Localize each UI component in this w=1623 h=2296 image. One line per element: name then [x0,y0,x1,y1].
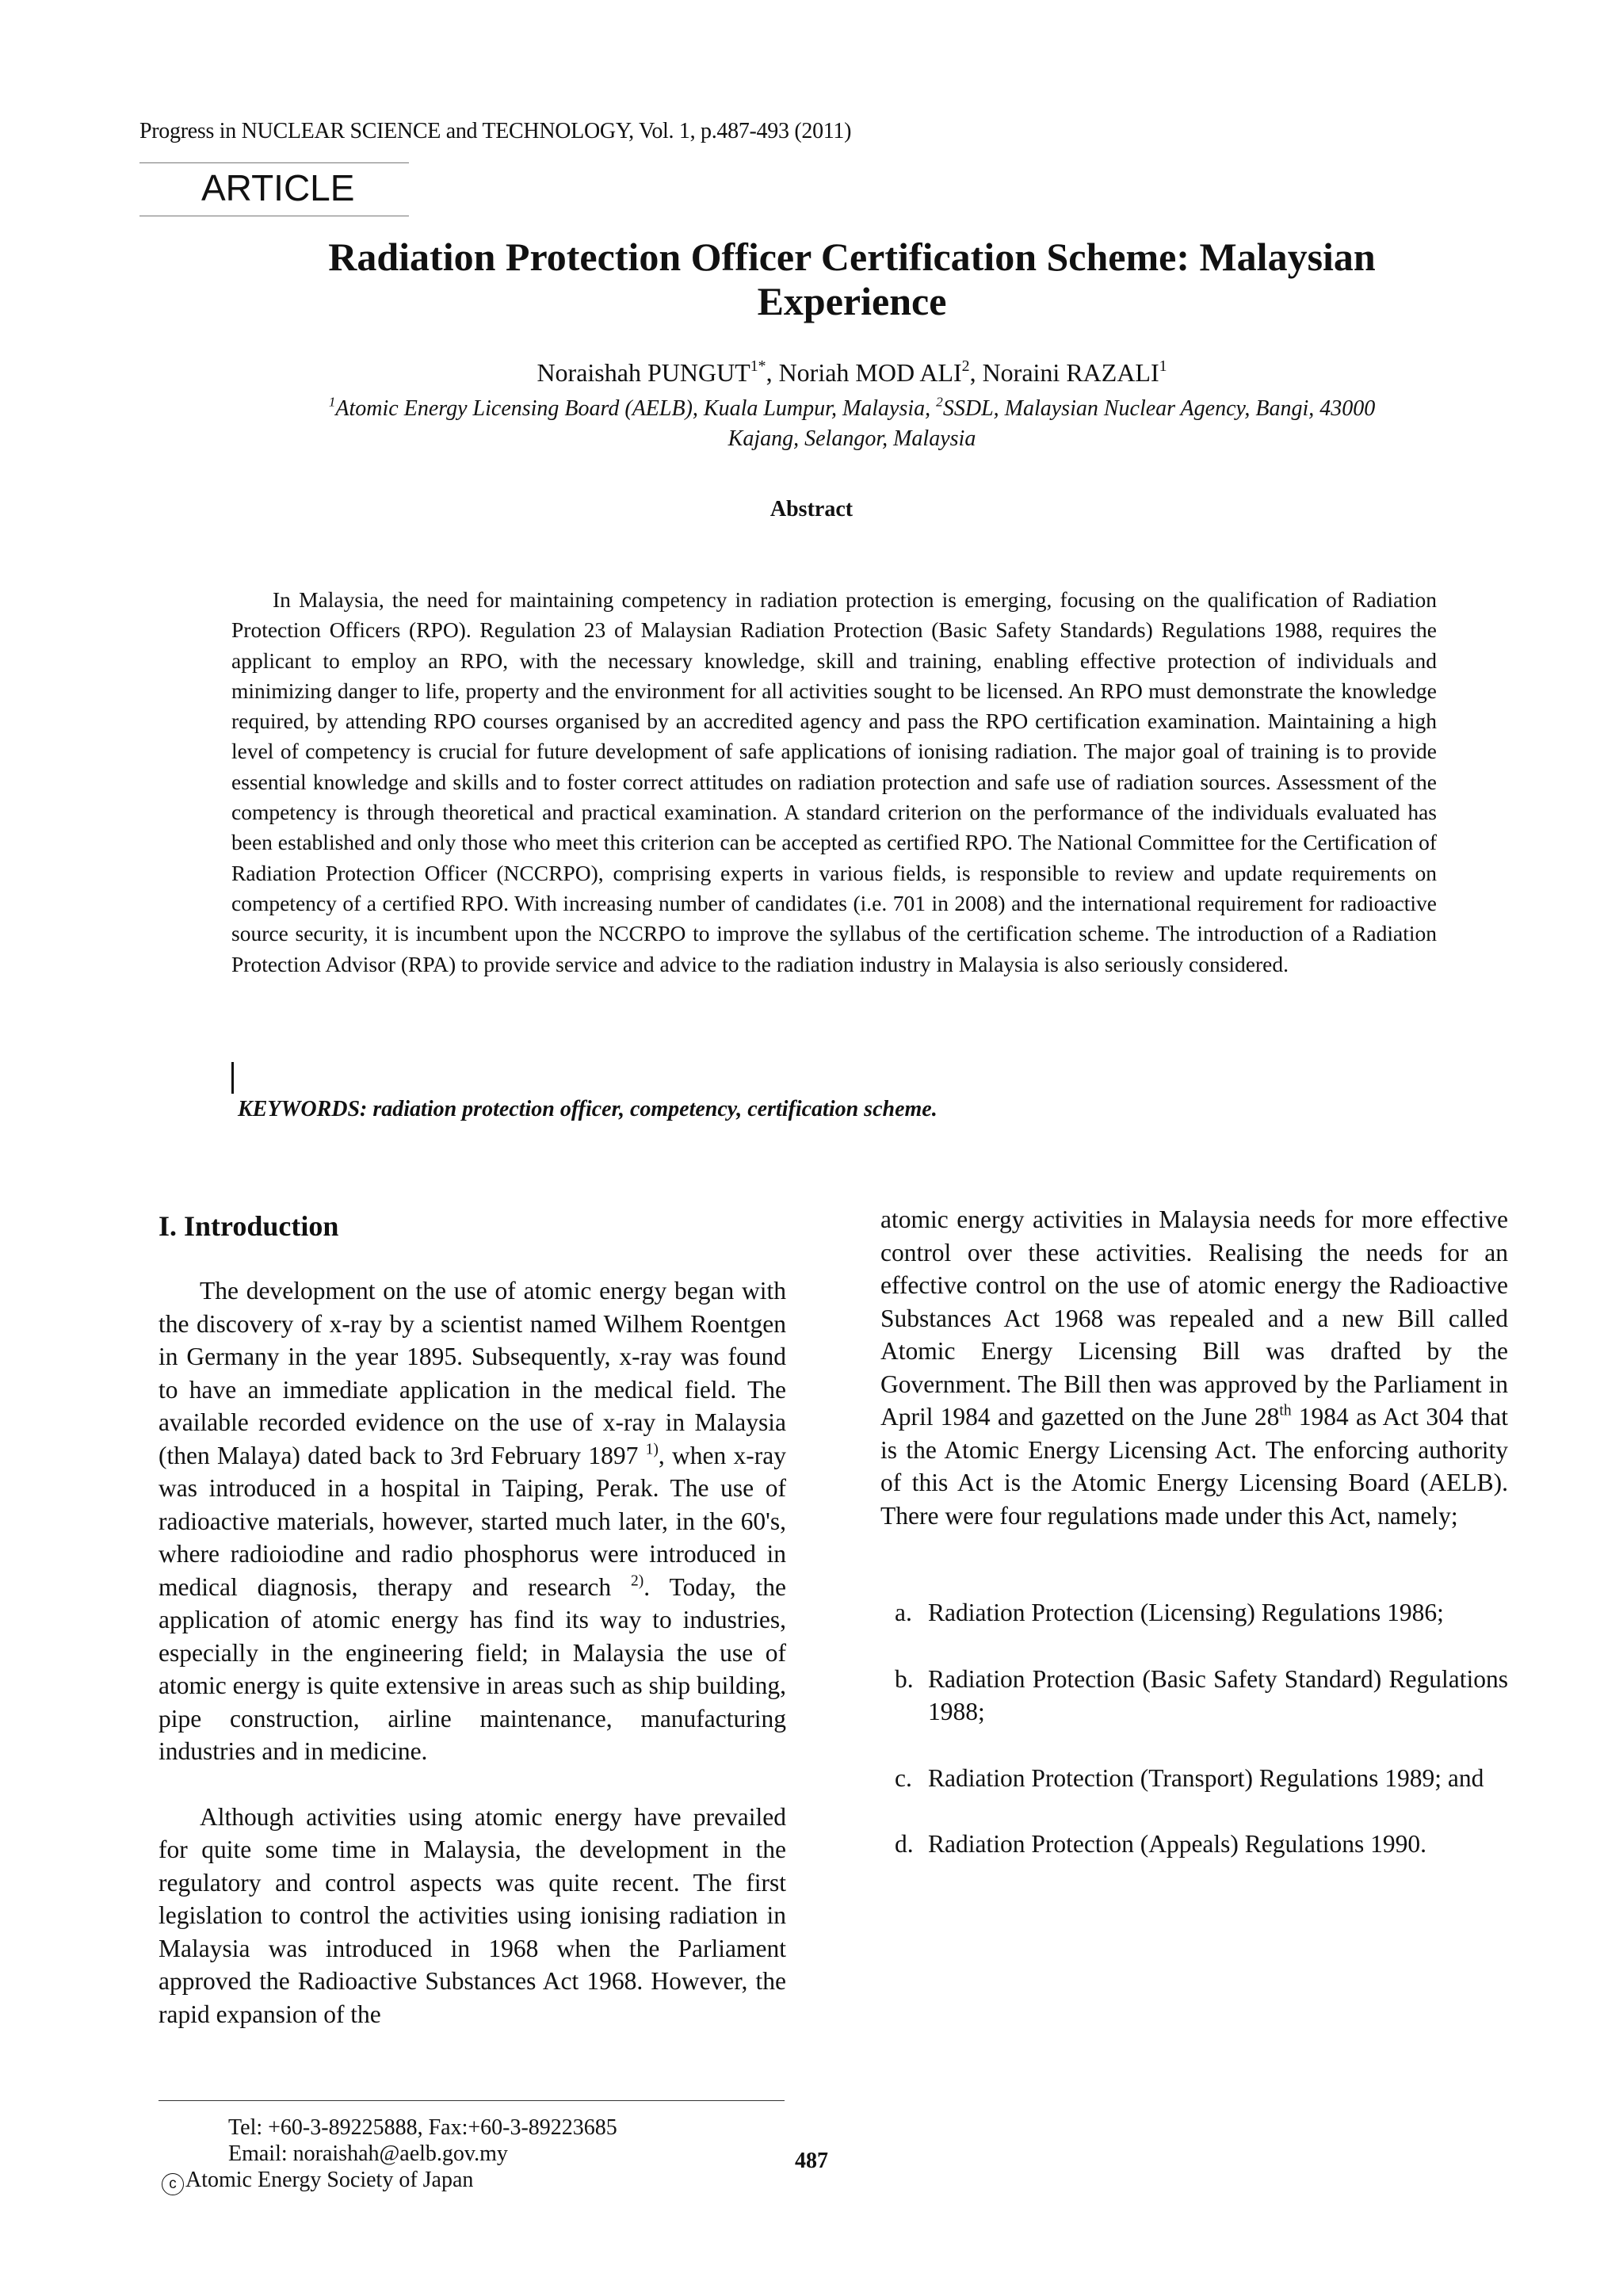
text-cursor [231,1062,234,1094]
affiliation-1-mark: 1 [328,394,336,410]
ordinal-suffix: th [1279,1402,1292,1419]
author-list [158,358,1545,388]
page-number: 487 [795,2149,828,2173]
intro-paragraph-1-text-c: . Today, the application of atomic energy has find its way to industries, especially in the engineering field; in Malaysia the use of atomic energy is quite extensive in areas such as ship building, pipe construction, airline maintenance, manufacturing industries and in medicine. [158,1572,786,1765]
author-separator: , [969,358,983,387]
author-2: Noriah MOD ALI [778,358,962,387]
copyright-text: Atomic Energy Society of Japan [185,2168,474,2192]
reference-2: 2) [631,1572,644,1589]
intro-paragraph-1-text-a: The development on the use of atomic energy began with the discovery of x-ray by a scientist named Wilhem Roentgen in Germany in the year 1895. Subsequently, x-ray was found to have an immediate application in the medical field. The available recorded evidence on the use of x-ray in Malaysia (then Malaya) dated back to 3rd February 1897 [158,1277,786,1469]
list-item-marker: a. [895,1599,912,1626]
abstract-body: In Malaysia, the need for maintaining competency in radiation protection is emerging, focusing on the qualification of Radiation Protection Officers (RPO). Regulation 23 of Malaysian Radiation Protection (Basic Safety Standards) Regulations 1988, requires the applicant to employ an RPO, with the necessary knowledge, skill and training, enabling effective protection of individuals and minimizing danger to life, property and the environment for all activities sought to be licensed. An RPO must demonstrate the knowledge required, by attending RPO courses organised by an accredited agency and pass the RPO certification examination. Maintaining a high level of competency is crucial for future development of safe applications of ionising radiation. The major goal of training is to provide essential knowledge and skills and to foster correct attitudes on radiation protection and safe use of radiation sources. Assessment of the competency is through theoretical and practical examination. A standard criterion on the performance of the individuals evaluated has been established and only those who meet this criterion can be accepted as certified RPO. The National Committee for the Certification of Radiation Protection Officer (NCCRPO), comprising experts in various fields, is responsible to review and update requirements on competency of a certified RPO. With increasing number of candidates (i.e. 701 in 2008) and the international requirement for radioactive source security, it is incumbent upon the NCCRPO to improve the syllabus of the certification scheme. The introduction of a Radiation Protection Advisor (RPA) to provide service and advice to the radiation industry in Malaysia is also seriously considered. [231,587,1437,976]
keywords: KEYWORDS: radiation protection officer, competency, certification scheme. [238,1097,938,1121]
footnote-rule [158,2100,785,2101]
list-item-marker: c. [895,1763,912,1792]
list-item [880,1762,1508,1795]
running-head: Progress in NUCLEAR SCIENCE and TECHNOLOGY, Vol. 1, p.487-493 (2011) [139,119,852,143]
footnote-email: Email: noraishah@aelb.gov.my [228,2141,508,2166]
intro-paragraph-3-text-a: atomic energy activities in Malaysia needs for more effective control over these activities. Realising the needs for an effective control on the use of atomic energy the Radioactive Substances Act 1968 was repealed and a new Bill called Atomic Energy Licensing Bill was drafted by the Government. The Bill then was approved by the Parliament in April 1984 and gazetted on the June 28 [880,1205,1508,1431]
paper-title [238,235,1466,323]
intro-paragraph-1 [158,1274,786,1768]
header-rule-top [139,162,409,163]
intro-paragraph-2: Although activities using atomic energy have prevailed for quite some time in Malaysia, the development in the regulatory and control aspects was quite recent. The first legislation to control the activities using ionising radiation in Malaysia was introduced in 1968 when the Parliament approved the Radioactive Substances Act 1968. However, the rapid expansion of the [158,1802,786,2028]
list-item-text: Radiation Protection (Licensing) Regulations 1986; [928,1599,1444,1626]
affiliations [198,394,1506,454]
author-separator: , [766,358,779,387]
copyright-icon: c [162,2173,184,2195]
title-line-1: Radiation Protection Officer Certification Scheme: Malaysian [328,235,1376,279]
author-1-affil: 1* [750,357,766,376]
intro-paragraph-1-text-b: , when x-ray was introduced in a hospital in Taiping, Perak. The use of radioactive materials, however, started much later, in the 60's, where radioiodine and radio phosphorus were introduced in medical diagnosis, therapy and research [158,1441,786,1601]
list-item [880,1663,1508,1729]
intro-paragraph-3-text-b: 1984 as Act 304 that is the Atomic Energy Licensing Act. The enforcing authority of this Act is the Atomic Energy Licensing Board (AELB). There were four regulations made under this Act, namely; [880,1403,1509,1530]
affiliation-2: SSDL, Malaysian Nuclear Agency, Bangi, 43000 [942,396,1376,421]
section-heading-introduction: I. Introduction [158,1210,339,1242]
list-item-text: Radiation Protection (Appeals) Regulations 1990. [928,1830,1427,1858]
list-item-marker: d. [895,1830,914,1858]
list-item [880,1596,1508,1629]
author-2-affil: 2 [961,357,970,376]
author-1: Noraishah PUNGUT [537,358,750,387]
abstract-heading: Abstract [769,497,854,521]
article-label: ARTICLE [201,167,355,208]
list-item-marker: b. [895,1664,914,1693]
list-item-text: Radiation Protection (Basic Safety Standard) Regulations 1988; [928,1664,1508,1725]
affiliation-1: Atomic Energy Licensing Board (AELB), Kuala Lumpur, Malaysia, [335,396,937,421]
affiliation-line-2: Kajang, Selangor, Malaysia [727,426,976,451]
left-column [158,1274,786,2030]
footnote-tel: Tel: +60-3-89225888, Fax:+60-3-89223685 [228,2115,617,2140]
list-item [880,1828,1508,1861]
intro-paragraph-3 [880,1203,1508,1532]
author-3: Noraini RAZALI [982,358,1159,387]
title-line-2: Experience [757,279,947,323]
right-column [880,1203,1508,1532]
affiliation-2-mark: 2 [936,394,943,410]
affiliation-line-1 [198,394,1506,424]
author-3-affil: 1 [1159,357,1167,376]
regulations-list [880,1596,1508,1894]
reference-1: 1) [645,1440,659,1457]
list-item-text: Radiation Protection (Transport) Regulations 1989; and [928,1763,1484,1792]
